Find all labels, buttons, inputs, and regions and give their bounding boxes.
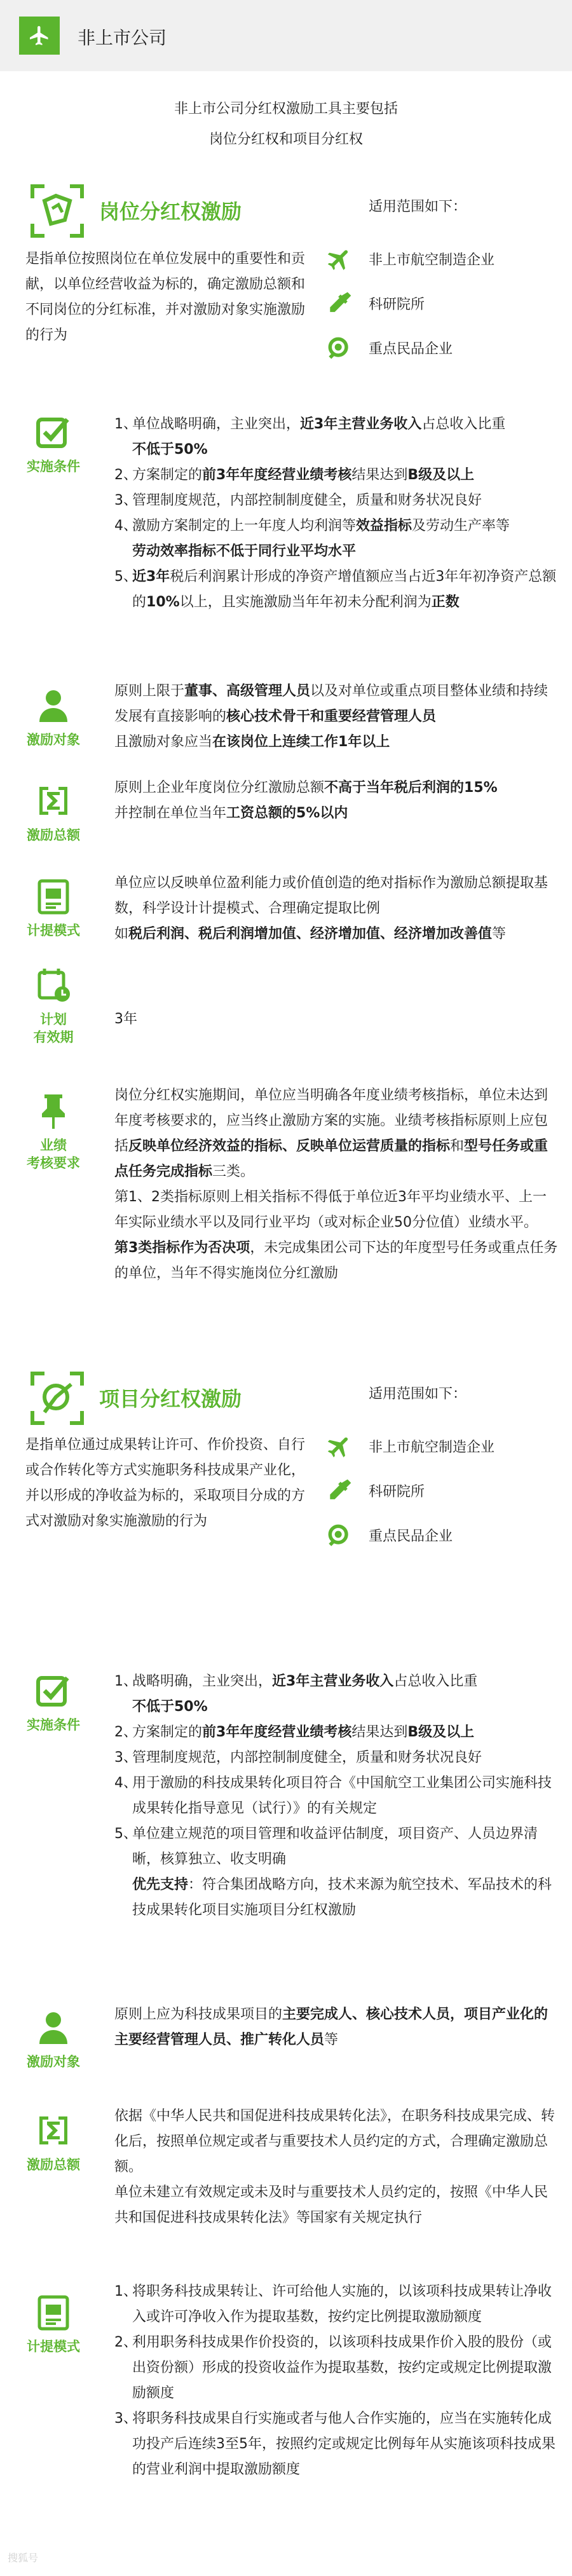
scope-item-civil: [325, 1519, 554, 1551]
company-type-title: 非上市公司: [78, 27, 167, 48]
document-icon: [34, 2293, 72, 2331]
checkbox-icon: [34, 1672, 72, 1710]
side-label: 激励对象: [27, 732, 80, 747]
calendar-clock-icon: [34, 966, 72, 1004]
scope-heading: 适用范围如下：: [369, 199, 467, 215]
document-icon: [34, 877, 72, 915]
side-label: 计划 有效期: [33, 1012, 74, 1045]
side-label: 激励总额: [27, 828, 80, 843]
pushpin-icon: [34, 1092, 72, 1130]
calc-description: 单位应以反映单位盈利能力或价值创造的绝对指标作为激励总额提取基数，科学设计计提模式、合理确定提取比例 如税后利润、税后利润增加值、经济增加值、经济增加改善值等: [114, 875, 548, 942]
intro-line-1: 非上市公司分红权激励工具主要包括: [174, 101, 398, 117]
section-position-dividend-title: [25, 179, 305, 243]
calc-list: [114, 2279, 559, 2483]
list-item: 4、 激励方案制定的上一年度人均利润等效益指标及劳动生产率等 劳动效率指标不低于同行业平均水平: [114, 518, 510, 559]
list-item: 2、 利用职务科技成果作价投资的，以该项科技成果作价入股的股份（或出资份额）形成的投资收益作为提取基数，按约定或规定比例提取激励额度: [114, 2334, 552, 2401]
side-label: 实施条件: [27, 1717, 80, 1733]
calc-label: [9, 2293, 98, 2355]
gear-search-icon: [325, 1522, 353, 1550]
performance-label: [9, 1092, 98, 1172]
scope-item-aviation: [325, 243, 554, 275]
side-label: 激励总额: [27, 2157, 80, 2172]
performance-description: 岗位分红权实施期间，单位应当明确各年度业绩考核指标，单位未达到年度考核要求的，应当终止激励方案的实施。业绩考核指标原则上应包括反映单位经济效益的指标、反映单位运营质量的指标和型号任务或重点任务完成指标三类。 第1、2类指标原则上相关指标不得低于单位近3年平均业绩水平、上一年实际业绩水平以及同行业平均（或对标企业50分位值）业绩水平。 第3类指标作为否决项，未完成集团公司下达的年度型号任务或重点任务的单位，当年不得实施岗位分红激励: [114, 1087, 558, 1281]
scope-item-research: [325, 1475, 554, 1506]
list-item: 3、 管理制度规范，内部控制制度健全，质量和财务状况良好: [114, 1750, 482, 1766]
scope-item-label: 非上市航空制造企业: [369, 1440, 495, 1455]
list-item: 5、 近3年税后利润累计形成的净资产增值额应当占近3年年初净资产总额的10%以上，且实施激励当年年初未分配利润为正数: [114, 569, 557, 610]
airplane-logo: [19, 17, 60, 55]
side-label: 计提模式: [27, 923, 80, 938]
scope-item-label: 重点民品企业: [369, 1529, 453, 1544]
conditions-list: [114, 412, 559, 615]
section-project-dividend-title: [25, 1366, 305, 1430]
list-item: 5、 单位建立规范的项目管理和收益评估制度，项目资产、人员边界清晰，核算独立、收支明确 优先支持：符合集团战略方向，技术来源为航空技术、军品技术的科技成果转化项目实施项目分红权激励: [114, 1826, 552, 1918]
page-header: [0, 0, 572, 71]
scope-item-aviation: [325, 1430, 554, 1462]
scope-item-research: [325, 287, 554, 319]
period-value: 3年: [114, 1011, 137, 1027]
scope-item-label: 重点民品企业: [369, 341, 453, 357]
conditions-label: [9, 1672, 98, 1734]
target-description: 原则上应为科技成果项目的主要完成人、核心技术人员，项目产业化的主要经营管理人员、推广转化人员等: [114, 2007, 548, 2048]
airplane-icon: [325, 245, 353, 273]
project-dividend-description: 是指单位通过成果转让许可、作价投资、自行或合作转化等方式实施职务科技成果产业化，并以形成的净收益为标的，采取项目分成的方式对激励对象实施激励的行为: [25, 1437, 306, 1529]
list-item: 2、 方案制定的前3年年度经营业绩考核结果达到B级及以上: [114, 1724, 475, 1740]
total-label: [9, 2111, 98, 2174]
list-item: 1、 单位战略明确，主业突出，近3年主营业务收入占总收入比重 不低于50%: [114, 416, 506, 458]
project-dividend-icon: [25, 1366, 89, 1430]
position-dividend-icon: [25, 179, 89, 243]
conditions-label: [9, 413, 98, 475]
intro-line-2: 岗位分红权和项目分红权: [208, 132, 363, 147]
airplane-icon: [325, 1433, 353, 1461]
target-label: [9, 686, 98, 749]
side-label: 激励对象: [27, 2054, 80, 2069]
target-description: 原则上限于董事、高级管理人员以及对单位或重点项目整体业绩和持续发展有直接影响的核心技术骨干和重要经营管理人员 且激励对象应当在该岗位上连续工作1年以上: [114, 683, 548, 750]
total-description: 依据《中华人民共和国促进科技成果转化法》，在职务科技成果完成、转化后，按照单位规定或者与重要技术人员约定的方式，合理确定激励总额。 单位未建立有效规定或未及时与重要技术人员约定的，按照《中华人民共和国促进科技成果转化法》等国家有关规定执行: [114, 2108, 555, 2226]
list-item: 3、 管理制度规范，内部控制制度健全，质量和财务状况良好: [114, 493, 482, 508]
list-item: 1、 将职务科技成果转让、许可给他人实施的，以该项科技成果转让净收入或许可净收入作为提取基数，按约定比例提取激励额度: [114, 2284, 552, 2325]
side-label: 实施条件: [27, 459, 80, 474]
gear-search-icon: [325, 334, 353, 362]
airplane-icon: [28, 24, 51, 47]
target-label: [9, 2008, 98, 2071]
sigma-icon: [34, 2111, 72, 2150]
person-icon: [34, 686, 72, 725]
sigma-icon: [34, 782, 72, 820]
pipette-icon: [325, 1477, 353, 1505]
intro-text: [0, 94, 572, 155]
position-dividend-description: 是指单位按照岗位在单位发展中的重要性和贡献，以单位经营收益为标的，确定激励总额和不同岗位的分红标准，并对激励对象实施激励的行为: [25, 251, 306, 343]
person-icon: [34, 2008, 72, 2047]
conditions-list: [114, 1669, 559, 1923]
list-item: 4、 用于激励的科技成果转化项目符合《中国航空工业集团公司实施科技成果转化指导意见（试行）》的有关规定: [114, 1775, 552, 1816]
total-description: 原则上企业年度岗位分红激励总额不高于当年税后利润的15% 并控制在单位当年工资总额的5%以内: [114, 780, 498, 821]
scope-item-civil: [325, 332, 554, 364]
pipette-icon: [325, 290, 353, 318]
scope-item-label: 科研院所: [369, 297, 425, 313]
list-item: 2、 方案制定的前3年年度经营业绩考核结果达到B级及以上: [114, 467, 475, 483]
scope-heading: 适用范围如下：: [369, 1386, 467, 1402]
list-item: 1、 战略明确，主业突出，近3年主营业务收入占总收入比重 不低于50%: [114, 1673, 478, 1715]
calc-label: [9, 877, 98, 939]
period-label: [9, 966, 98, 1046]
section-title-text: 项目分红权激励: [99, 1387, 242, 1411]
list-item: 3、 将职务科技成果自行实施或者与他人合作实施的，应当在实施转化成功投产后连续3至5年，按照约定或规定比例每年从实施该项科技成果的营业利润中提取激励额度: [114, 2411, 555, 2477]
watermark: 搜狐号: [8, 2552, 39, 2564]
total-label: [9, 782, 98, 844]
checkbox-icon: [34, 413, 72, 451]
section-title-text: 岗位分红权激励: [99, 200, 242, 224]
scope-item-label: 科研院所: [369, 1484, 425, 1500]
side-label: 计提模式: [27, 2339, 80, 2354]
side-label: 业绩 考核要求: [27, 1138, 80, 1171]
scope-item-label: 非上市航空制造企业: [369, 252, 495, 268]
